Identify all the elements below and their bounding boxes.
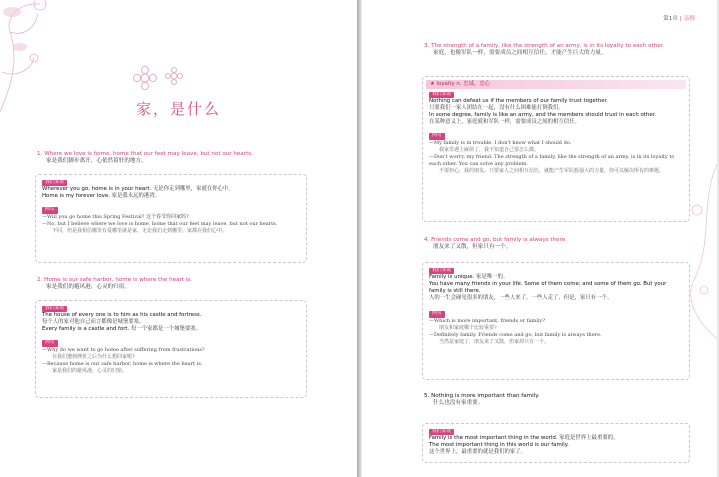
chapter-title: 家，是什么 bbox=[135, 100, 221, 118]
example-en: —Definitely family. Friends come and go, but family is always there. bbox=[429, 331, 602, 338]
section-title: 5. Nothing is more important than family. bbox=[424, 393, 540, 399]
example-en: —Will you go home this Spring Festival? bbox=[42, 213, 145, 220]
phrase-en: In some degree, family is like an army, and the members should trust in each other. bbox=[429, 112, 657, 119]
phrase-en: Every family is a castle and fort. bbox=[42, 326, 130, 333]
section-translation: 什么也没有家重要。 bbox=[433, 400, 484, 407]
phrase-cn: 这个世界上，最重要的就是我们的家了。 bbox=[429, 449, 527, 456]
chapter-number: 第1章 bbox=[663, 16, 678, 22]
flower-icon bbox=[130, 64, 190, 94]
example-cn: 我家里遇上麻烦了，我不知道自己要怎么做。 bbox=[439, 146, 540, 153]
example-cn: 家是我们的避风港，心灵的归宿。 bbox=[52, 367, 128, 374]
tag-label: 我们来说 bbox=[42, 306, 67, 312]
example-cn: 不回，但是我相信哪里有爱哪里就是家，无论我们走到哪里，家都在我们心中。 bbox=[52, 227, 228, 234]
phrase-cn: 家是我永远的港湾。 bbox=[109, 193, 161, 200]
phrase-cn: 家庭是世界上最重要的。 bbox=[557, 435, 619, 442]
phrase-cn: 人的一生会碰见很多的朋友，一些人来了，一些人走了，但是，家只有一个。 bbox=[429, 295, 613, 302]
phrase-en: You have many friends in your life. Some of them come; and some of them go. But your family is still there. bbox=[429, 281, 667, 295]
phrase-en: The most important thing in this world is our family. bbox=[429, 442, 569, 449]
example-cn: 当然是家庭了，朋友来了又散，但家却只有一个。 bbox=[439, 338, 550, 345]
example-cn: 在我们遭到挫折之后为什么想回家呢? bbox=[52, 353, 135, 360]
section-2-box bbox=[35, 300, 307, 398]
section-5-heading bbox=[424, 393, 686, 408]
example-en: —Don't worry, my friend. The strength of a family, like the strength of an army, is in its loyalty to each other. You can solve any problem. bbox=[429, 153, 675, 167]
phrase-en: Family is unique. bbox=[429, 274, 475, 281]
phrase-en: Family is the most important thing in the world. bbox=[429, 435, 558, 442]
section-translation: 家是我们的避风港，心灵的归宿。 bbox=[46, 284, 130, 291]
section-4-heading bbox=[424, 237, 686, 252]
example-en: —No, but I believe where we love is home, home that our feet may leave, but not our hearts. bbox=[42, 220, 278, 227]
tag-label: 我们来说 bbox=[429, 92, 454, 98]
section-3-heading bbox=[424, 43, 686, 58]
section-2-heading bbox=[37, 277, 307, 292]
section-1-box bbox=[35, 174, 307, 263]
phrase-en: Wherever you go, home is in your heart. bbox=[42, 186, 152, 193]
tag-label: 我们来说 bbox=[429, 268, 454, 274]
example-en: —Which is more important, friends or family? bbox=[429, 317, 545, 324]
vocabulary-note: ★ loyalty n. 忠诚，忠心 bbox=[426, 80, 686, 89]
example-en: —My family is in trouble. I don't know what I should do. bbox=[429, 139, 572, 146]
phrase-cn: 每个人的家对他自己而言都像是城堡要塞。 bbox=[42, 319, 145, 326]
right-page bbox=[362, 0, 719, 477]
section-title: 4. Friends come and go, but family is always there. bbox=[424, 237, 567, 243]
section-1-heading bbox=[37, 151, 307, 166]
section-title: 2. Home is our safe harbor, home is where the heart is. bbox=[37, 277, 193, 283]
example-tag: 例句 bbox=[42, 340, 58, 346]
tag-label: 我们来说 bbox=[42, 180, 67, 186]
example-cn: 不要担心，我的朋友。只要家人之间相互信任，就能产生军队般强大的力量，你可以解决所有的难题。 bbox=[439, 167, 665, 174]
chapter-name: 亲情 bbox=[683, 16, 695, 22]
example-cn: 这个春节你回家吗? bbox=[146, 213, 189, 220]
left-page bbox=[0, 0, 357, 477]
example-tag: 例句 bbox=[429, 133, 445, 139]
example-en: —Why do we want to go home after suffering from frustrations? bbox=[42, 346, 205, 353]
phrase-cn: 只要我们一家人团结在一起，没有什么困难能打倒我们。 bbox=[429, 105, 564, 112]
section-translation: 朋友来了又散，但家只有一个。 bbox=[433, 244, 512, 251]
tag-label: 我们来说 bbox=[429, 429, 454, 435]
section-4-box bbox=[422, 262, 690, 380]
phrase-cn: 家是唯一的。 bbox=[474, 274, 509, 281]
running-header bbox=[663, 14, 695, 22]
section-5-box bbox=[422, 423, 690, 463]
header-separator: | bbox=[679, 16, 682, 22]
example-tag: 例句 bbox=[429, 311, 445, 317]
section-title: 3. The strength of a family, like the strength of an army, is in its loyalty to each other. bbox=[424, 43, 665, 49]
phrase-cn: 无论你走到哪里，家就在你心中。 bbox=[151, 186, 234, 193]
example-cn: 朋友和家庭哪个比较重要? bbox=[439, 324, 497, 331]
phrase-en: Home is my forever love. bbox=[42, 193, 110, 200]
phrase-en: The house of every one is to him as his castle and fortress. bbox=[42, 312, 202, 319]
example-tag: 例句 bbox=[42, 207, 58, 213]
phrase-en: Nothing can defeat us if the members of our family trust together. bbox=[429, 98, 609, 105]
section-title: 1. Where we love is home, home that our feet may leave, but not our hearts. bbox=[37, 151, 253, 157]
phrase-cn: 在某种意义上，家庭就和军队一样，需要成员之间的相互信任。 bbox=[429, 119, 580, 126]
example-en: —Because home is our safe harbor, home is where the heart is. bbox=[42, 360, 203, 367]
section-3-box bbox=[422, 76, 690, 222]
section-translation: 家庭，也像军队一样，需要成员之间相互信任，才能产生巨大的力量。 bbox=[433, 50, 607, 57]
phrase-cn: 每一个家都是一个城堡要塞。 bbox=[129, 326, 202, 333]
section-translation: 家是我们脚步离开，心依然留驻的地方。 bbox=[46, 158, 147, 165]
